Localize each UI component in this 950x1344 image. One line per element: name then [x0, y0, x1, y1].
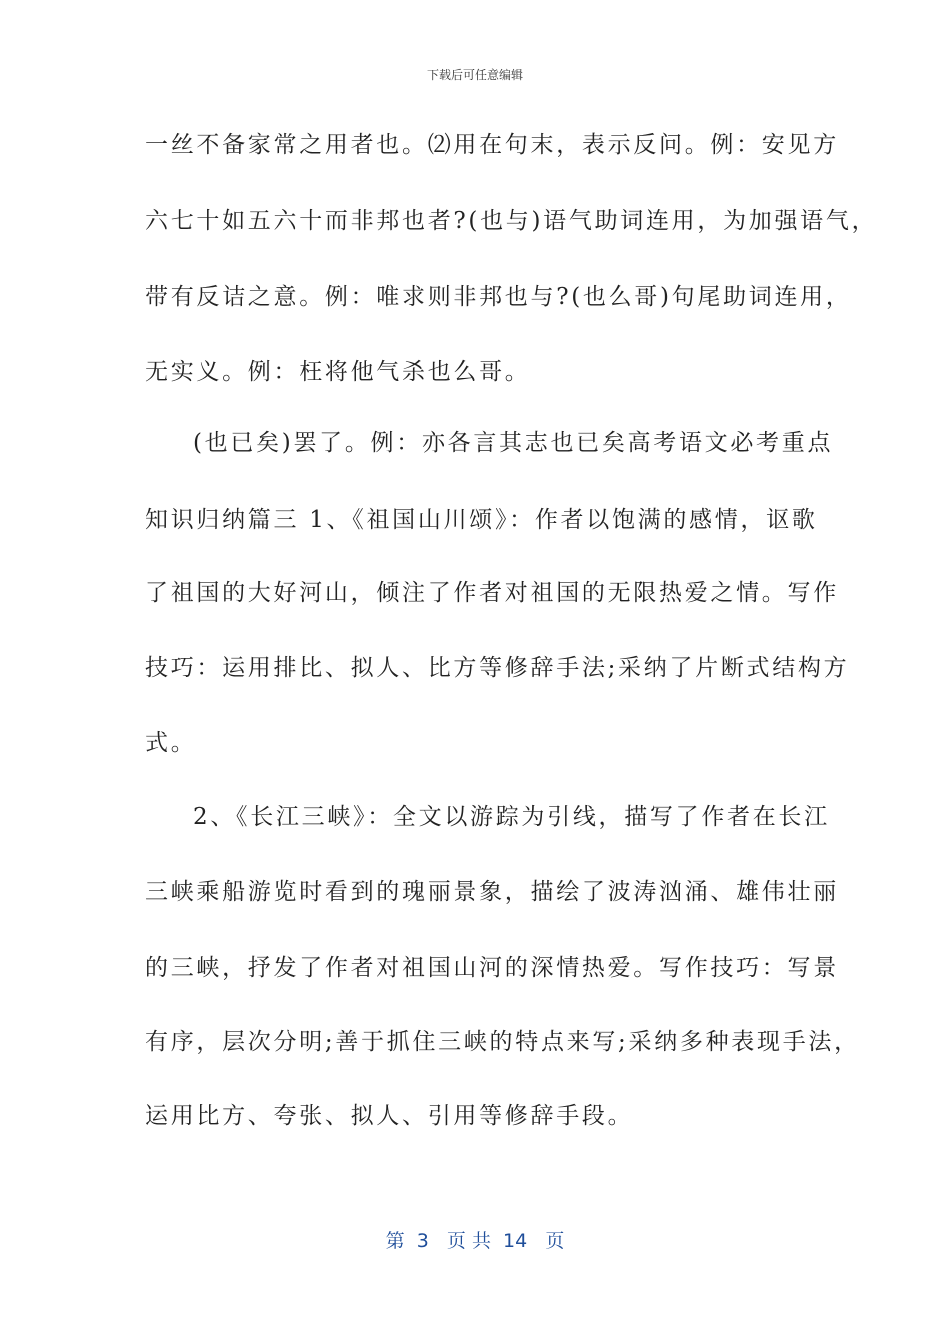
text-line: 一丝不备家常之用者也。⑵用在句末，表示反问。例：安见方 — [145, 132, 839, 158]
text-line: 了祖国的大好河山，倾注了作者对祖国的无限热爱之情。写作 — [145, 580, 839, 606]
text-line: 式。 — [145, 730, 197, 756]
text-line: 技巧：运用排比、拟人、比方等修辞手法;采纳了片断式结构方 — [145, 655, 850, 681]
text-line: 的三峡，抒发了作者对祖国山河的深情热爱。写作技巧：写景 — [145, 955, 839, 981]
text-line: 带有反诘之意。例：唯求则非邦也与?(也么哥)句尾助词连用， — [145, 284, 852, 310]
text-line: 运用比方、夸张、拟人、引用等修辞手段。 — [145, 1103, 634, 1129]
paragraph-start-line: (也已矣)罢了。例：亦各言其志也已矣高考语文必考重点 — [193, 430, 834, 456]
page-header: 下载后可任意编辑 — [426, 68, 523, 82]
paragraph-start-line: 2、《长江三峡》：全文以游踪为引线，描写了作者在长江 — [193, 804, 830, 830]
text-line: 知识归纳篇三 1、《祖国山川颂》：作者以饱满的感情，讴歌 — [145, 507, 818, 533]
text-line: 六七十如五六十而非邦也者?(也与)语气助词连用，为加强语气， — [145, 208, 878, 234]
text-line: 三峡乘船游览时看到的瑰丽景象，描绘了波涛汹涌、雄伟壮丽 — [145, 879, 839, 905]
text-line: 无实义。例：枉将他气杀也么哥。 — [145, 359, 531, 385]
page-number-footer: 第 3 页 共 14 页 — [385, 1230, 565, 1252]
text-line: 有序，层次分明;善于抓住三峡的特点来写;采纳多种表现手法， — [145, 1029, 860, 1055]
